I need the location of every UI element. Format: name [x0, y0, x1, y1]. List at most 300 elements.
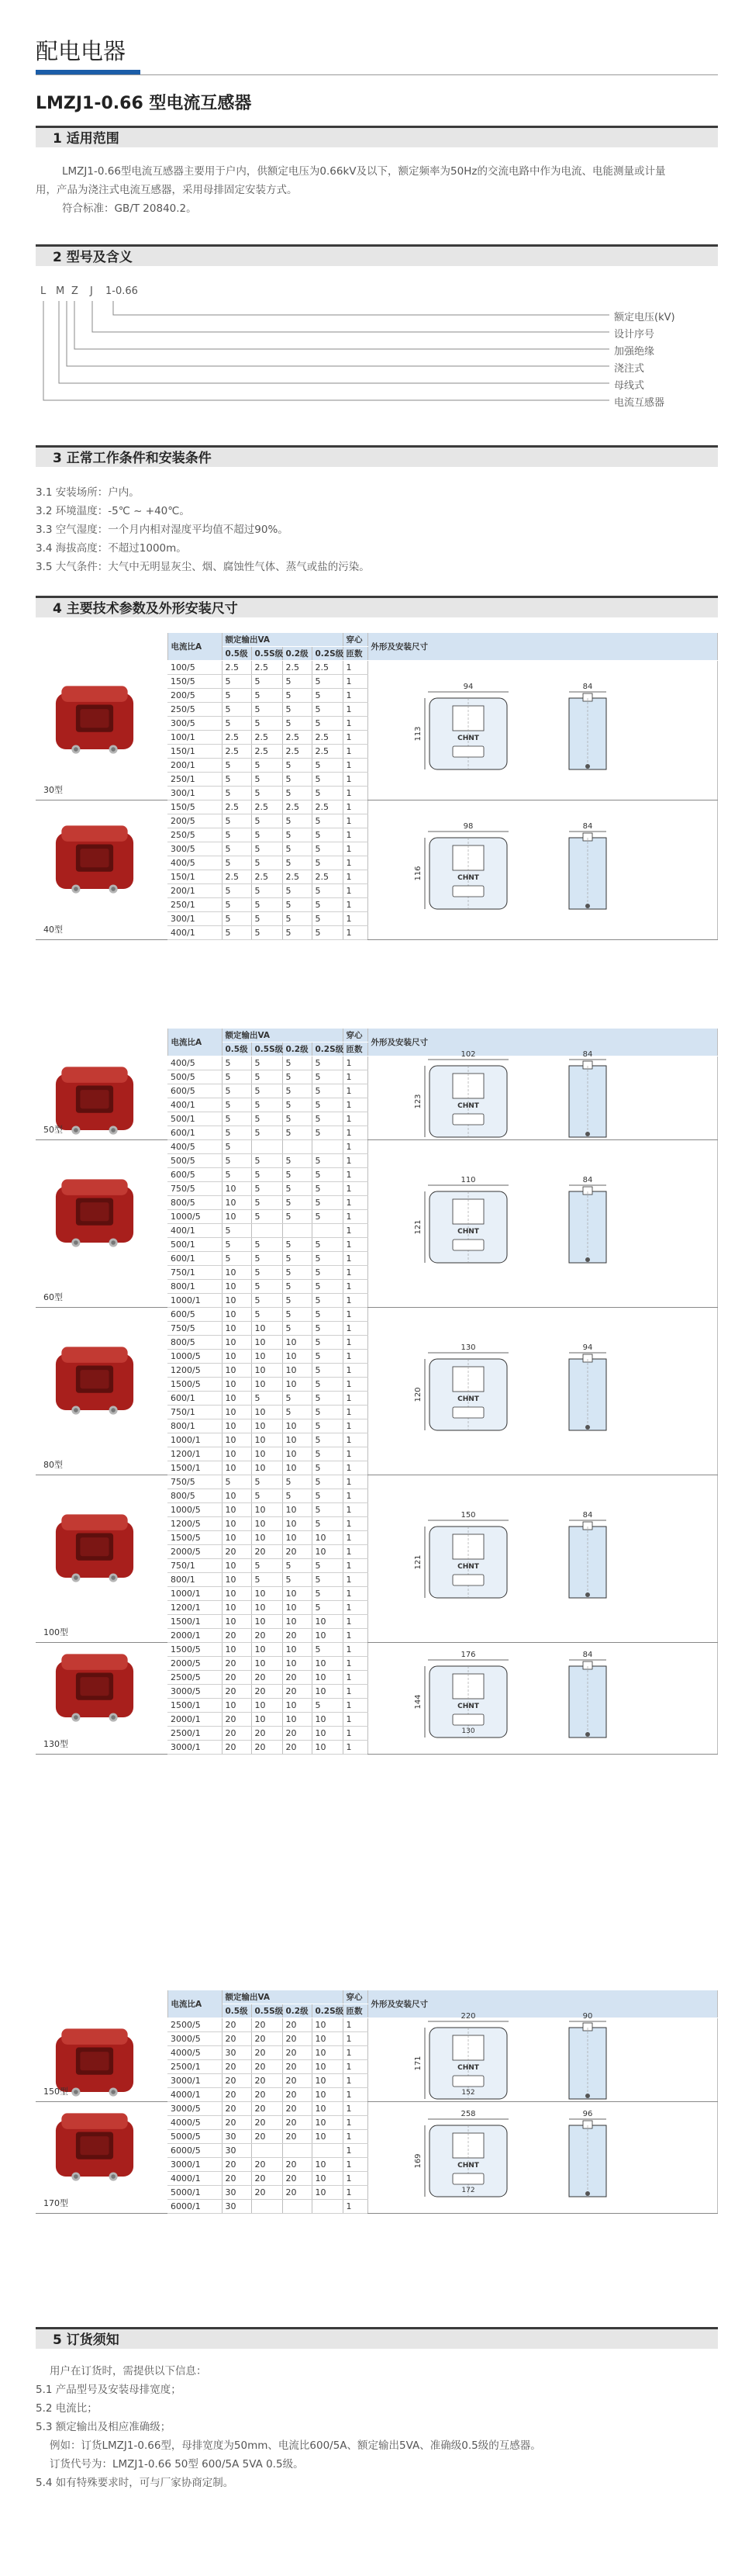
cell-3: 20 — [282, 2074, 312, 2088]
cell-2: 2.5 — [251, 661, 282, 675]
outline-drawing — [411, 1645, 674, 1752]
cell-1: 10 — [222, 1433, 251, 1447]
cell-1: 20 — [222, 2074, 251, 2088]
cell-0: 6000/1 — [167, 2200, 222, 2214]
hdr-class-3: 0.2S级 — [312, 647, 343, 661]
hdr-class-1: 0.5S级 — [251, 2004, 282, 2018]
dim-depth: 90 — [582, 2011, 593, 2021]
cell-3: 5 — [282, 703, 312, 717]
cell-1: 20 — [222, 1671, 251, 1685]
model-label: 170型 — [43, 2198, 68, 2208]
cell-2: 5 — [251, 1559, 282, 1573]
cell-2: 5 — [251, 884, 282, 898]
dim-height: 169 — [413, 2152, 423, 2169]
cell-0: 500/1 — [167, 1112, 222, 1126]
cell-4: 5 — [312, 1364, 343, 1378]
cell-5: 1 — [343, 1503, 367, 1517]
cell-3: 5 — [282, 842, 312, 856]
cell-4 — [312, 2200, 343, 2214]
cell-2: 5 — [251, 1084, 282, 1098]
cell-5: 1 — [343, 1615, 367, 1629]
table-row — [36, 1308, 718, 1322]
cell-3: 5 — [282, 814, 312, 828]
cell-0: 1500/1 — [167, 1699, 222, 1713]
cell-4: 5 — [312, 1419, 343, 1433]
cell-3: 5 — [282, 1126, 312, 1140]
dim-width: 220 — [461, 2011, 476, 2021]
cell-1: 10 — [222, 1322, 251, 1336]
cell-2: 10 — [251, 1461, 282, 1475]
cell-1: 5 — [222, 1070, 251, 1084]
cell-3: 5 — [282, 1294, 312, 1308]
cell-0: 500/1 — [167, 1238, 222, 1252]
cell-4: 5 — [312, 1406, 343, 1419]
cell-3: 20 — [282, 1629, 312, 1643]
scope-text-2: 用，产品为浇注式电流互感器，采用母排固定安装方式。 — [36, 184, 298, 196]
cell-0: 200/5 — [167, 814, 222, 828]
model-meaning-cast: 浇注式 — [614, 363, 645, 375]
cell-0: 400/5 — [167, 1140, 222, 1154]
cell-0: 1200/1 — [167, 1447, 222, 1461]
category-underline — [36, 74, 718, 75]
cell-2: 5 — [251, 1154, 282, 1168]
model-letter-m: M — [56, 285, 65, 297]
cell-2: 10 — [251, 1406, 282, 1419]
cell-4: 10 — [312, 1741, 343, 1755]
cell-4: 5 — [312, 1699, 343, 1713]
model-label: 50型 — [43, 1125, 63, 1135]
product-photo — [51, 1061, 138, 1140]
cell-1: 30 — [222, 2200, 251, 2214]
cell-2: 20 — [251, 1685, 282, 1699]
cell-0: 3000/1 — [167, 2158, 222, 2172]
cell-1: 5 — [222, 717, 251, 731]
cell-2: 5 — [251, 703, 282, 717]
cell-4: 5 — [312, 1084, 343, 1098]
cell-2: 5 — [251, 787, 282, 800]
cell-4: 10 — [312, 2130, 343, 2144]
cell-1: 10 — [222, 1587, 251, 1601]
cell-5: 1 — [343, 1098, 367, 1112]
cell-0: 3000/5 — [167, 1685, 222, 1699]
model-voltage-code: 1-0.66 — [105, 285, 138, 297]
hdr-turns-2: 匝数 — [343, 647, 367, 661]
cell-0: 400/1 — [167, 1224, 222, 1238]
model-letter-j: J — [90, 285, 93, 297]
cell-2: 5 — [251, 1392, 282, 1406]
hdr-rated-output: 额定输出VA — [222, 1029, 343, 1043]
cell-2: 20 — [251, 1671, 282, 1685]
cell-3: 5 — [282, 856, 312, 870]
cell-5: 1 — [343, 1392, 367, 1406]
cell-5: 1 — [343, 1517, 367, 1531]
cell-5: 1 — [343, 1713, 367, 1727]
cell-3: 5 — [282, 787, 312, 800]
cell-0: 600/1 — [167, 1392, 222, 1406]
cell-5: 1 — [343, 2186, 367, 2200]
cell-0: 150/1 — [167, 870, 222, 884]
cell-4: 10 — [312, 1713, 343, 1727]
cell-2: 10 — [251, 1364, 282, 1378]
cell-2: 20 — [251, 2018, 282, 2032]
cell-0: 150/5 — [167, 675, 222, 689]
cell-0: 100/1 — [167, 731, 222, 745]
cell-0: 750/5 — [167, 1475, 222, 1489]
outline-drawing — [411, 1322, 674, 1461]
cell-1: 10 — [222, 1182, 251, 1196]
cell-2: 5 — [251, 898, 282, 912]
cell-2: 5 — [251, 1070, 282, 1084]
cell-5: 1 — [343, 717, 367, 731]
condition-2: 3.2 环境温度：-5℃ ~ +40℃。 — [36, 505, 190, 517]
cell-4: 10 — [312, 2074, 343, 2088]
dim-width: 102 — [461, 1049, 476, 1059]
cell-1: 10 — [222, 1461, 251, 1475]
cell-5: 1 — [343, 745, 367, 759]
scope-text-1: LMZJ1-0.66型电流互感器主要用于户内，供额定电压为0.66kV及以下，额定频率为50Hz的交流电路中作为电流、电能测量或计量 — [62, 165, 666, 178]
hdr-outline: 外形及安装尺寸 — [367, 1029, 717, 1056]
cell-2: 5 — [251, 1294, 282, 1308]
dim-depth: 84 — [582, 1175, 593, 1184]
cell-3: 5 — [282, 717, 312, 731]
cell-1: 10 — [222, 1210, 251, 1224]
dim-depth: 96 — [582, 2109, 593, 2118]
cell-5: 1 — [343, 1406, 367, 1419]
dim-height: 116 — [413, 865, 423, 881]
hdr-class-0: 0.5级 — [222, 647, 251, 661]
dim-depth: 94 — [582, 1343, 593, 1352]
cell-4: 10 — [312, 2046, 343, 2060]
cell-1: 5 — [222, 1112, 251, 1126]
cell-0: 3000/5 — [167, 2032, 222, 2046]
table-row — [36, 1140, 718, 1154]
cell-4: 5 — [312, 703, 343, 717]
ordering-5-4: 5.4 如有特殊要求时，可与厂家协商定制。 — [36, 2477, 234, 2489]
cell-4: 5 — [312, 1154, 343, 1168]
hdr-class-1: 0.5S级 — [251, 1043, 282, 1056]
cell-1: 5 — [222, 773, 251, 787]
dim-depth: 84 — [582, 682, 593, 691]
cell-4: 5 — [312, 1112, 343, 1126]
cell-1: 20 — [222, 2172, 251, 2186]
brand-label: CHNT — [457, 2063, 479, 2072]
cell-1: 10 — [222, 1392, 251, 1406]
cell-3: 10 — [282, 1336, 312, 1350]
cell-0: 1000/5 — [167, 1503, 222, 1517]
cell-1: 10 — [222, 1406, 251, 1419]
cell-0: 300/5 — [167, 842, 222, 856]
cell-5: 1 — [343, 1643, 367, 1657]
cell-1: 20 — [222, 1629, 251, 1643]
cell-5: 1 — [343, 2200, 367, 2214]
product-photo — [51, 680, 138, 759]
cell-0: 4000/5 — [167, 2116, 222, 2130]
brand-label: CHNT — [457, 1702, 479, 1710]
cell-4: 2.5 — [312, 870, 343, 884]
cell-2: 10 — [251, 1699, 282, 1713]
cell-5: 1 — [343, 1699, 367, 1713]
cell-3: 20 — [282, 1741, 312, 1755]
cell-2: 20 — [251, 2130, 282, 2144]
cell-0: 1500/5 — [167, 1643, 222, 1657]
hdr-class-1: 0.5S级 — [251, 647, 282, 661]
cell-3: 5 — [282, 689, 312, 703]
outline-drawing — [411, 1489, 674, 1629]
hdr-class-2: 0.2级 — [282, 1043, 312, 1056]
cell-4: 10 — [312, 2060, 343, 2074]
cell-0: 750/1 — [167, 1266, 222, 1280]
cell-0: 800/5 — [167, 1196, 222, 1210]
cell-3: 5 — [282, 675, 312, 689]
cell-5: 1 — [343, 731, 367, 745]
cell-0: 600/1 — [167, 1126, 222, 1140]
cell-3: 20 — [282, 2158, 312, 2172]
cell-5: 1 — [343, 689, 367, 703]
brand-label: CHNT — [457, 734, 479, 742]
cell-4: 5 — [312, 912, 343, 926]
cell-5: 1 — [343, 661, 367, 675]
cell-1: 5 — [222, 926, 251, 940]
ordering-5-2: 5.2 电流比； — [36, 2402, 98, 2415]
cell-2: 5 — [251, 926, 282, 940]
cell-0: 1200/1 — [167, 1601, 222, 1615]
cell-3: 5 — [282, 1154, 312, 1168]
cell-3: 5 — [282, 828, 312, 842]
cell-0: 1500/5 — [167, 1378, 222, 1392]
table-row — [36, 1643, 718, 1657]
cell-5: 1 — [343, 1671, 367, 1685]
cell-1: 10 — [222, 1280, 251, 1294]
cell-1: 10 — [222, 1350, 251, 1364]
cell-1: 5 — [222, 856, 251, 870]
cell-1: 30 — [222, 2046, 251, 2060]
cell-0: 1500/5 — [167, 1531, 222, 1545]
model-label: 100型 — [43, 1627, 68, 1637]
cell-2: 20 — [251, 1727, 282, 1741]
cell-5: 1 — [343, 2116, 367, 2130]
cell-5: 1 — [343, 1475, 367, 1489]
cell-2: 20 — [251, 2032, 282, 2046]
table-row — [36, 661, 718, 675]
hdr-turns: 穿心 — [343, 633, 367, 647]
cell-2: 2.5 — [251, 800, 282, 814]
cell-5: 1 — [343, 1364, 367, 1378]
hdr-turns: 穿心 — [343, 1990, 367, 2004]
cell-0: 1000/1 — [167, 1294, 222, 1308]
cell-5: 1 — [343, 1447, 367, 1461]
dim-width: 94 — [463, 682, 474, 691]
cell-2: 20 — [251, 2088, 282, 2102]
cell-2: 5 — [251, 1112, 282, 1126]
cell-4: 5 — [312, 1587, 343, 1601]
cell-4: 5 — [312, 1168, 343, 1182]
cell-2: 10 — [251, 1601, 282, 1615]
cell-2 — [251, 2144, 282, 2158]
cell-5: 1 — [343, 800, 367, 814]
cell-4: 10 — [312, 1685, 343, 1699]
table-row — [36, 1475, 718, 1489]
cell-2: 5 — [251, 1056, 282, 1070]
cell-1: 10 — [222, 1531, 251, 1545]
model-meaning-design: 设计序号 — [614, 329, 655, 341]
dim-height: 123 — [413, 1093, 423, 1109]
cell-3: 20 — [282, 1671, 312, 1685]
cell-5: 1 — [343, 926, 367, 940]
cell-2: 20 — [251, 1629, 282, 1643]
model-meaning-voltage: 额定电压(kV) — [614, 312, 675, 323]
cell-3 — [282, 1224, 312, 1238]
product-photo — [51, 1174, 138, 1253]
cell-2: 5 — [251, 1098, 282, 1112]
cell-2: 5 — [251, 717, 282, 731]
cell-0: 750/1 — [167, 1559, 222, 1573]
cell-3: 5 — [282, 1280, 312, 1294]
cell-5: 1 — [343, 675, 367, 689]
cell-5: 1 — [343, 1741, 367, 1755]
cell-3: 20 — [282, 1545, 312, 1559]
cell-4: 5 — [312, 1238, 343, 1252]
cell-4: 5 — [312, 1098, 343, 1112]
cell-3: 5 — [282, 1056, 312, 1070]
outline-drawing — [411, 2011, 674, 2100]
model-label: 40型 — [43, 925, 63, 935]
cell-4: 5 — [312, 689, 343, 703]
cell-2 — [251, 2200, 282, 2214]
cell-2: 10 — [251, 1615, 282, 1629]
cell-1: 10 — [222, 1266, 251, 1280]
cell-4: 5 — [312, 842, 343, 856]
cell-0: 800/1 — [167, 1280, 222, 1294]
cell-1: 10 — [222, 1378, 251, 1392]
cell-0: 400/5 — [167, 856, 222, 870]
cell-0: 2500/5 — [167, 2018, 222, 2032]
cell-2: 20 — [251, 2116, 282, 2130]
cell-4: 5 — [312, 884, 343, 898]
cell-4: 10 — [312, 2102, 343, 2116]
cell-3: 5 — [282, 1252, 312, 1266]
cell-3: 10 — [282, 1433, 312, 1447]
cell-0: 1000/5 — [167, 1350, 222, 1364]
cell-5: 1 — [343, 1685, 367, 1699]
model-meaning-ct: 电流互感器 — [614, 397, 665, 409]
cell-5: 1 — [343, 870, 367, 884]
cell-2: 5 — [251, 814, 282, 828]
cell-4: 2.5 — [312, 745, 343, 759]
cell-0: 3000/5 — [167, 2102, 222, 2116]
cell-4: 5 — [312, 1489, 343, 1503]
cell-5: 1 — [343, 1350, 367, 1364]
cell-3: 5 — [282, 1475, 312, 1489]
hdr-class-2: 0.2级 — [282, 2004, 312, 2018]
cell-0: 200/5 — [167, 689, 222, 703]
brand-label: CHNT — [457, 1562, 479, 1571]
section-header-scope: 1 适用范围 — [36, 126, 718, 147]
cell-5: 1 — [343, 1545, 367, 1559]
cell-3 — [282, 2200, 312, 2214]
cell-3: 5 — [282, 1098, 312, 1112]
cell-3: 5 — [282, 773, 312, 787]
cell-2: 10 — [251, 1657, 282, 1671]
cell-5: 1 — [343, 1238, 367, 1252]
cell-3: 5 — [282, 1084, 312, 1098]
cell-5: 1 — [343, 1727, 367, 1741]
cell-1: 5 — [222, 884, 251, 898]
cell-3: 5 — [282, 884, 312, 898]
cell-3: 10 — [282, 1503, 312, 1517]
cell-2: 10 — [251, 1503, 282, 1517]
cell-4: 5 — [312, 1056, 343, 1070]
cell-0: 150/5 — [167, 800, 222, 814]
cell-5: 1 — [343, 1322, 367, 1336]
hdr-rated-output: 额定输出VA — [222, 633, 343, 647]
cell-1: 10 — [222, 1196, 251, 1210]
cell-0: 6000/5 — [167, 2144, 222, 2158]
cell-5: 1 — [343, 1112, 367, 1126]
cell-0: 400/5 — [167, 1056, 222, 1070]
cell-2: 10 — [251, 1378, 282, 1392]
cell-5: 1 — [343, 1266, 367, 1280]
model-label: 60型 — [43, 1292, 63, 1302]
cell-1: 5 — [222, 787, 251, 800]
cell-5: 1 — [343, 1433, 367, 1447]
model-diagram — [36, 281, 718, 436]
cell-0: 600/1 — [167, 1252, 222, 1266]
brand-label: CHNT — [457, 1395, 479, 1403]
dim-inner: 172 — [461, 2186, 475, 2194]
cell-3: 5 — [282, 1559, 312, 1573]
cell-4: 5 — [312, 1322, 343, 1336]
cell-2: 10 — [251, 1517, 282, 1531]
model-leader-lines — [36, 281, 718, 436]
cell-0: 5000/5 — [167, 2130, 222, 2144]
cell-0: 3000/1 — [167, 2074, 222, 2088]
cell-2: 5 — [251, 1238, 282, 1252]
cell-2: 10 — [251, 1643, 282, 1657]
cell-1: 5 — [222, 1140, 251, 1154]
table-row — [36, 1056, 718, 1070]
table-row — [36, 800, 718, 814]
cell-5: 1 — [343, 2018, 367, 2032]
cell-1: 5 — [222, 1056, 251, 1070]
product-photo — [51, 820, 138, 899]
dim-width: 130 — [461, 1343, 476, 1352]
cell-5: 1 — [343, 787, 367, 800]
cell-2: 10 — [251, 1433, 282, 1447]
cell-3: 2.5 — [282, 745, 312, 759]
cell-5: 1 — [343, 2130, 367, 2144]
hdr-turns: 穿心 — [343, 1029, 367, 1043]
cell-2 — [251, 1224, 282, 1238]
cell-3: 10 — [282, 1461, 312, 1475]
cell-5: 1 — [343, 2088, 367, 2102]
cell-3: 2.5 — [282, 661, 312, 675]
cell-1: 5 — [222, 1154, 251, 1168]
table-row — [36, 2102, 718, 2116]
cell-3: 5 — [282, 1266, 312, 1280]
outline-drawing — [411, 1154, 674, 1294]
cell-4: 5 — [312, 828, 343, 842]
cell-0: 200/1 — [167, 884, 222, 898]
cell-1: 10 — [222, 1419, 251, 1433]
dim-height: 113 — [413, 725, 423, 742]
model-meaning-insulation: 加强绝缘 — [614, 346, 655, 358]
cell-3 — [282, 2144, 312, 2158]
cell-4: 10 — [312, 2088, 343, 2102]
cell-4: 5 — [312, 1196, 343, 1210]
cell-3: 20 — [282, 2102, 312, 2116]
cell-4: 5 — [312, 926, 343, 940]
product-photo — [51, 1341, 138, 1420]
